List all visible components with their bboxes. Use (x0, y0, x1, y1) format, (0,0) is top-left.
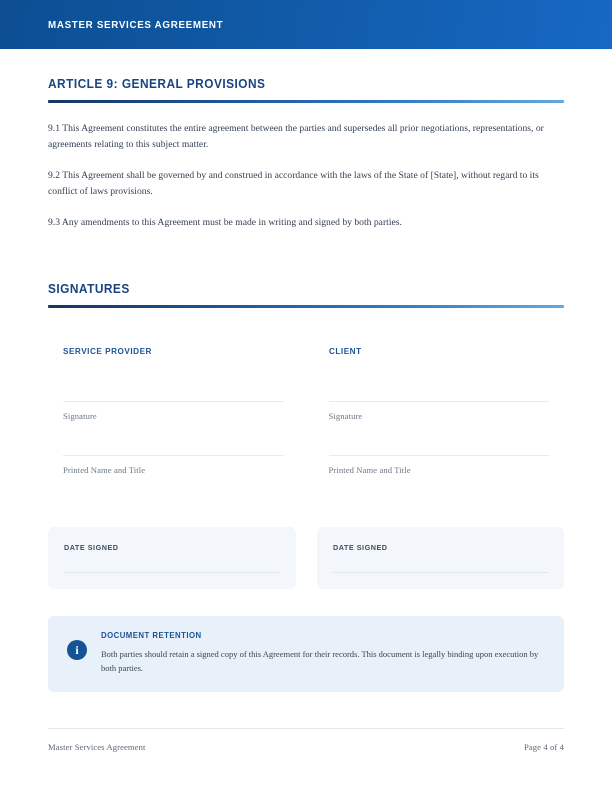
article-heading: ARTICLE 9: GENERAL PROVISIONS (48, 77, 266, 91)
date-signed-box-client[interactable] (317, 527, 565, 589)
signature-block-client (329, 346, 550, 476)
signature-columns (48, 346, 564, 476)
date-signed-row (48, 527, 564, 589)
notice-text: Both parties should retain a signed copy of this Agreement for their records. This document is legally binding upon execution by both parties. (101, 649, 539, 673)
date-signed-box-service-provider[interactable] (48, 527, 296, 589)
clause-paragraph: 9.2 This Agreement shall be governed by and construed in accordance with the laws of the State of [State], without regard to its conflict of laws provisions. (48, 169, 539, 197)
page-footer (48, 728, 564, 752)
date-signed-line[interactable] (64, 572, 280, 573)
signature-field-client[interactable] (329, 401, 550, 421)
document-header-title: MASTER SERVICES AGREEMENT (48, 18, 224, 31)
notice-title: DOCUMENT RETENTION (101, 631, 202, 641)
article-heading-block (48, 77, 564, 103)
footer-document-name: Master Services Agreement (48, 742, 146, 752)
clause-list (48, 121, 564, 232)
footer-page-number: Page 4 of 4 (523, 742, 564, 752)
printed-name-line[interactable] (329, 455, 550, 456)
party-label-client: CLIENT (328, 345, 362, 356)
printed-name-field-service-provider[interactable] (63, 455, 284, 475)
printed-name-caption: Printed Name and Title (328, 465, 411, 476)
signatures-heading-divider (48, 305, 564, 308)
notice-body (101, 631, 544, 676)
signature-caption: Signature (328, 410, 363, 421)
footer-divider (48, 728, 564, 729)
printed-name-field-client[interactable] (329, 455, 550, 475)
printed-name-caption: Printed Name and Title (63, 465, 146, 476)
signatures-heading: SIGNATURES (48, 282, 130, 296)
info-icon: i (67, 640, 87, 660)
document-content (0, 77, 612, 692)
document-header-band (0, 0, 612, 49)
document-retention-notice (48, 616, 564, 692)
signatures-heading-block (48, 282, 564, 308)
signature-block-service-provider (63, 346, 284, 476)
party-label-service-provider: SERVICE PROVIDER (63, 345, 152, 356)
signature-line[interactable] (329, 401, 550, 402)
printed-name-line[interactable] (63, 455, 284, 456)
date-signed-label: DATE SIGNED (64, 543, 119, 553)
clause-paragraph: 9.3 Any amendments to this Agreement must be made in writing and signed by both parties. (48, 216, 402, 228)
article-heading-divider (48, 100, 564, 103)
clause-paragraph: 9.1 This Agreement constitutes the entire agreement between the parties and supersedes all prior negotiations, representations, or agreements relating to this subject matter. (48, 122, 544, 150)
signature-field-service-provider[interactable] (63, 401, 284, 421)
signature-line[interactable] (63, 401, 284, 402)
date-signed-label: DATE SIGNED (332, 543, 388, 553)
date-signed-line[interactable] (333, 572, 549, 573)
footer-row (48, 742, 564, 752)
signature-caption: Signature (63, 410, 97, 421)
